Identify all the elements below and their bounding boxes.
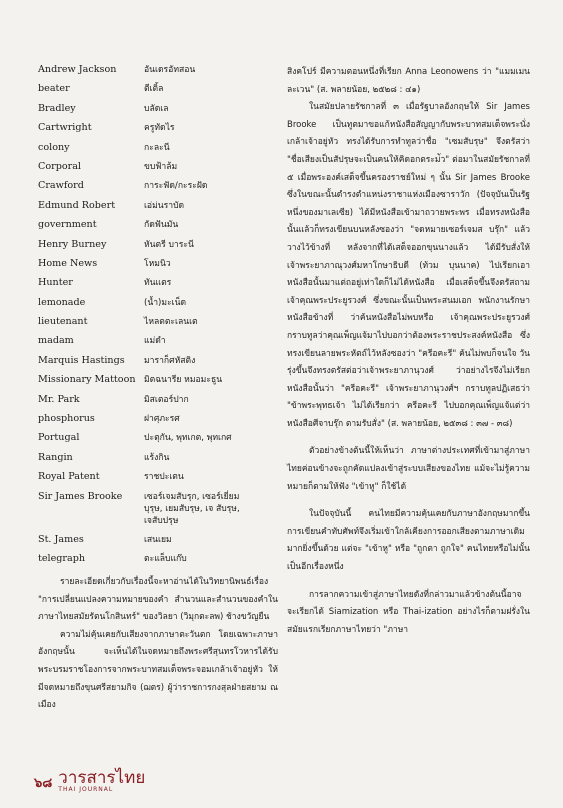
glossary-row	[38, 64, 278, 83]
glossary-row	[38, 553, 278, 572]
right-paragraph: ในสมัยปลายรัชกาลที่ ๓ เมื่อรัฐบาลอังกฤษให้ Sir James Brooke เป็นทูตมาขอแก้หนังสือสัญญากับพระบาทสมเด็จพระนั่งเกล้าเจ้าอยู่หัว ทรงได้รับการทำทูลว่าชื่อ "เซมสับรุษ" จึงตรัสว่า "ชื่อเสียงเป็นสัปรุษจะเป็นคนให้คิดอกตระม่ัว" ต่อมาในสมัยรัชกาลที่ ๕ เมื่อพระองค์เสด็จขึ้นครองราชย์ใหม่ ๆ นั้น Sir James Brooke ซึ่งในขณะนั้นดำรงตำแหน่งราชาแห่งเมืองซาราวัก (ปัจจุบันเป็นรัฐหนึ่งของมาเลเซีย) ได้มีหนังสือเข้ามาถวายพระพร เมื่อทรงหนังสือนั้นแล้วก็ทรงเขียนบนหลังซองว่า "จดหมายเซอร์เจมส บรุ๊ก" แล้ววางไว้ข้างที่ หลังจากที่ได้เสด็จออกขุนนางแล้ว ได้มีรับสั่งให้เจ้าพระยาภาณุวงศ์มหาโกษาธิบดี (ท้วม บุนนาค) ไปเรียกเอาหนังสือนั้นมาแต่ถอยู่เท่าใดก็ไม่ได้หนังสือ เมื่อเสด็จขึ้นจึงตรัสถาม เจ้าคุณพระประยูรวงศ์ ซึ่งขณะนั้นเป็นพระสนมเอก พนักงานรักษาหนังสือข้างที่ ว่าค้นหนังสือไม่พบหรือ เจ้าคุณพระประยูรวงศ์กราบทูลว่าคุณเพ็ญแจ้มาไปบอกว่าต้องพระราชประสงค์หนังสือ ซึ่งทรงเขียนลายพระหัตถ์ไว้หลังซองว่า "ครีอคะรี" ค้นไม่พบก็จนใจ วันรุ่งขึ้นจึงทรงตรัสต่อว่าเจ้าพระยาภานุวงศ์ ว่าอย่างไรจึงไม่เรียกหนังสือนั้นว่า "ครีอคะรี" เจ้าพระยาภานุวงศ์ฯ กราบทูลปฏิเสธว่า "ข้าพระพุทธเจ้า ไม่ได้เรียกว่า ครีอคะรี ไปบอกคุณเพ็ญแจ้แต่ว่า หนังสือศีจาบรุ๊ก ตามรับสั่ง" (ส. พลายน้อย, ๒๕๓๘ : ๓๗ - ๓๘)	[287, 102, 530, 429]
glossary-row	[38, 219, 278, 238]
glossary-translation	[144, 413, 276, 425]
glossary-term: Henry Burney	[38, 238, 107, 250]
translation-line: กัดฟันมัน	[144, 220, 179, 231]
glossary-term: lemonade	[38, 296, 86, 308]
glossary-row	[38, 122, 278, 141]
translation-line: เอ่ม่นราบัด	[144, 200, 185, 211]
glossary-translation	[144, 335, 276, 347]
glossary-row	[38, 452, 278, 471]
glossary-term: phosphorus	[38, 413, 95, 425]
glossary-translation	[144, 161, 276, 173]
right-body-text	[287, 64, 530, 639]
glossary-row	[38, 316, 278, 335]
glossary-term: beater	[38, 83, 70, 95]
glossary-translation	[144, 142, 276, 154]
left-paragraph: ความไม่คุ้นเคยกับเสียงจากภาษาตะวันตก โดยเฉพาะภาษาอังกฤษนั้น จะเห็นได้ในจดหมายถึงพระศรีสุนทรโวหารได้รับพระบรมราชโองการจากพระบาทสมเด็จพระจอมเกล้าเจ้าอยู่หัว ให้มีจดหมายถึงขุนศรีสยามกิจ (ฌตร) ผู้ว่าราชการกงสุลฝ่ายสยาม ณ เมือง	[38, 629, 278, 711]
glossary-term: Edmund Robert	[38, 199, 116, 211]
translation-line: (น้ำ)มะเน็ด	[144, 297, 187, 308]
glossary-translation	[144, 534, 276, 546]
glossary-term: telegraph	[38, 553, 86, 565]
glossary-row	[38, 471, 278, 490]
translation-line: เซอร์เจมสับรุก, เซอร์เยี่ยม	[144, 491, 240, 502]
translation-line: หันตรี บาระนี	[144, 239, 194, 250]
left-paragraph: รายละเอียดเกี่ยวกับเรื่องนี้จะหาอ่านได้ในวิทยานิพนธ์เรื่อง "การเปลี่ยนแปลงความหมายของคำ สำนวนและสำนวนของคำในภาษาไทยสมัยรัตนโกสินทร์" ของวิลยา (วิมุกตะลพ) ช้างขวัญยืน	[38, 577, 278, 623]
translation-line: โหมนิว	[144, 258, 171, 269]
glossary-term: Mr. Park	[38, 393, 80, 405]
glossary-translation	[144, 219, 276, 231]
glossary-translation	[144, 316, 276, 328]
glossary-translation	[144, 200, 276, 212]
translation-line: การะฟัด/กะระฝัด	[144, 181, 208, 192]
glossary-row	[38, 83, 278, 102]
glossary-term: Marquis Hastings	[38, 354, 125, 366]
right-paragraph: ในปัจจุบันนี้ คนไทยมีความคุ้นเคยกับภาษาอังกฤษมากขึ้น การเขียนคำทับศัพท์จึงเริ่มเข้าใกล้เคียงการออกเสียงตามภาษาเดิมมากยิ่งขึ้นด้วย แต่จะ "เข้าหู" หรือ "ถูกตา ถูกใจ" คนไทยหรือไม่นั้น เป็นอีกเรื่องหนึ่ง	[287, 509, 530, 573]
glossary-translation	[144, 471, 276, 483]
translation-line: ไหลตตะเลนเต	[144, 317, 198, 328]
translation-line: ตะแล็บแก๊บ	[144, 554, 187, 565]
translation-line: บุรุษ, เยมสับรุษ, เจ สับรุษ,	[144, 503, 240, 514]
glossary-term: St. James	[38, 533, 84, 545]
journal-logo	[58, 770, 145, 793]
glossary-row	[38, 413, 278, 432]
translation-line: มาราก็ศหัสติง	[144, 355, 196, 366]
glossary-translation	[144, 297, 276, 309]
translation-line: ฝาศุภะรศ	[144, 414, 180, 425]
logo-thai-text: วารสารไทย	[58, 768, 146, 788]
page-footer	[34, 770, 145, 793]
translation-line: เสนเยม	[144, 534, 172, 545]
glossary-term: Missionary Mattoon	[38, 374, 136, 386]
translation-line: มิตฉนารีย หมอมะธูน	[144, 375, 223, 386]
glossary-list	[38, 64, 278, 573]
translation-line: มิสเตอร์ปาก	[144, 394, 189, 405]
glossary-row	[38, 432, 278, 451]
glossary-translation	[144, 64, 276, 76]
logo-english-text: THAI JOURNAL	[58, 786, 114, 793]
glossary-row	[38, 239, 278, 258]
translation-line: ครูทัดไร	[144, 123, 175, 134]
glossary-translation	[144, 239, 276, 251]
translation-line: กะละนี	[144, 142, 170, 153]
glossary-translation	[144, 103, 276, 115]
translation-line: เจสับปรุษ	[144, 515, 179, 526]
glossary-row	[38, 335, 278, 354]
glossary-row	[38, 200, 278, 219]
translation-line: ทันแตร	[144, 278, 172, 289]
left-body-text	[38, 574, 278, 715]
glossary-term: madam	[38, 335, 74, 347]
glossary-row	[38, 491, 278, 534]
glossary-term: Rangin	[38, 451, 73, 463]
glossary-term: Cartwright	[38, 122, 92, 134]
translation-line: อันเดรอัทสอน	[144, 65, 196, 75]
glossary-row	[38, 534, 278, 553]
translation-line: บลัดเล	[144, 103, 169, 114]
glossary-translation	[144, 258, 276, 270]
glossary-row	[38, 394, 278, 413]
translation-line: ปะตุกัน, พุทเกต, พุทเกศ	[144, 433, 232, 444]
glossary-row	[38, 277, 278, 296]
translation-line: ราชปะเตน	[144, 472, 184, 483]
glossary-row	[38, 142, 278, 161]
glossary-term: government	[38, 219, 97, 231]
glossary-term: Sir James Brooke	[38, 490, 123, 502]
glossary-row	[38, 258, 278, 277]
glossary-term: Crawford	[38, 180, 84, 192]
glossary-row	[38, 355, 278, 374]
glossary-term: Andrew Jackson	[38, 64, 117, 75]
glossary-translation	[144, 277, 276, 289]
glossary-term: colony	[38, 141, 70, 153]
glossary-translation	[144, 180, 276, 192]
glossary-translation	[144, 553, 276, 565]
glossary-translation	[144, 355, 276, 367]
right-paragraph: การลากความเข้าสู่ภาษาไทยดังที่กล่าวมาแล้วข้างต้นนี้อาจจะเรียกได้ Siamization หรือ Thai-ization อย่างไรก็ตามฝรั่งในสมัยแรกเรียกภาษาไทยว่า "ภาษา	[287, 589, 530, 635]
glossary-term: Portugal	[38, 432, 80, 444]
page-number: ๖๘	[34, 776, 53, 791]
glossary-translation	[144, 122, 276, 134]
glossary-translation	[144, 374, 276, 386]
glossary-row	[38, 103, 278, 122]
glossary-term: lieutenant	[38, 316, 88, 328]
glossary-row	[38, 297, 278, 316]
glossary-term: Home News	[38, 257, 98, 269]
translation-line: แม่ดำ	[144, 336, 166, 347]
glossary-row	[38, 374, 278, 393]
glossary-term: Royal Patent	[38, 471, 100, 483]
glossary-term: Hunter	[38, 277, 73, 289]
right-paragraph: ตัวอย่างข้างต้นนี้ให้เห็นว่า ภาษาต่างประเทศที่เข้ามาสู่ภาษาไทยค่อนข้างจะถูกคัดแปลงเข้าสู่ระบบเสียงของไทย แม้จะไม่รู้ความหมายก็ตามให้ฟัง "เข้าหู" ก็ใช้ได้	[287, 446, 530, 492]
translation-line: ขบฟ้าล้ม	[144, 161, 178, 172]
glossary-translation	[144, 83, 276, 95]
glossary-term: Corporal	[38, 160, 81, 172]
glossary-translation	[144, 452, 276, 464]
right-paragraph: สิงคโปร์ มีความตอนหนึ่งที่เรียก Anna Leonowens ว่า "แมมเมนละเวน" (ส. พลายน้อย, ๒๕๒๘ : ๔๑)	[287, 67, 530, 95]
translation-line: ตีเติ้ล	[144, 84, 164, 95]
glossary-translation	[144, 432, 276, 444]
glossary-translation	[144, 491, 276, 527]
glossary-row	[38, 161, 278, 180]
glossary-translation	[144, 394, 276, 406]
glossary-row	[38, 180, 278, 199]
glossary-term: Bradley	[38, 102, 76, 114]
translation-line: แร้งกิน	[144, 452, 170, 463]
